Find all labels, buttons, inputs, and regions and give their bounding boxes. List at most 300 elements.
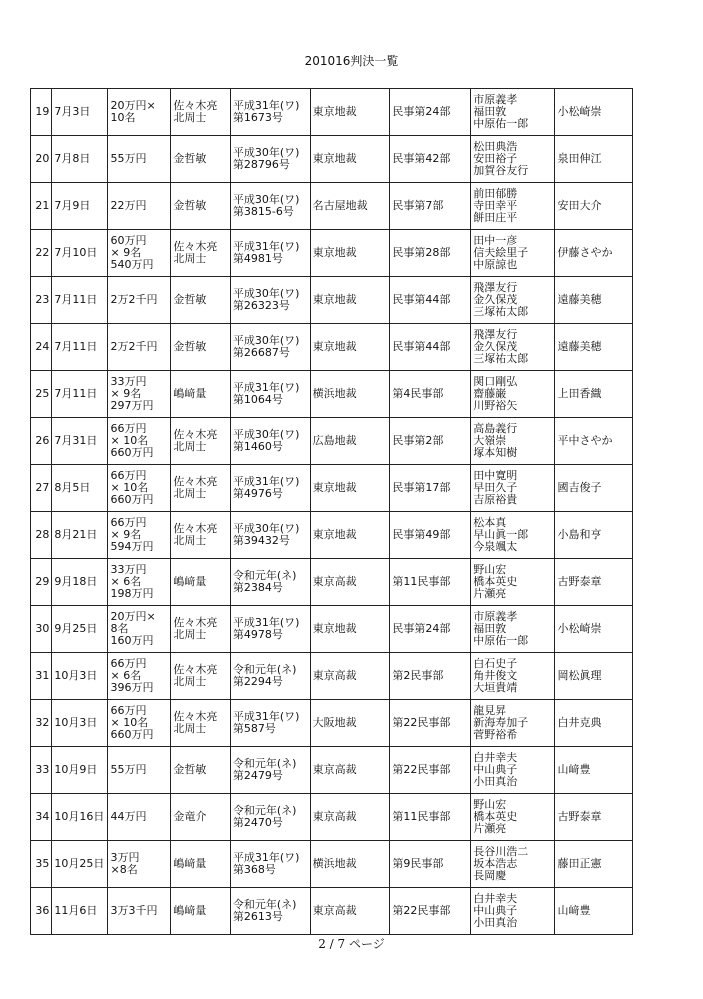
amount-line: 22万円 xyxy=(110,199,147,212)
cell-date: 7月11日 xyxy=(52,371,108,418)
cell-counsel: 遠藤美穂 xyxy=(555,324,633,371)
amount-line: × 9名 xyxy=(110,387,142,400)
cell-counsel: 小松崎崇 xyxy=(555,606,633,653)
case-line: 平成30年(ワ) xyxy=(232,428,300,441)
panel-line: 菅野裕希 xyxy=(473,728,518,741)
cell-court: 名古屋地裁 xyxy=(310,183,390,230)
cell-no: 22 xyxy=(31,230,52,277)
case-line: 平成31年(ワ) xyxy=(232,381,300,394)
case-line: 第2384号 xyxy=(232,581,283,594)
panel-line: 三塚祐太郎 xyxy=(473,352,529,365)
cell-case xyxy=(230,794,310,841)
panel-line: 小田真治 xyxy=(473,916,518,929)
cell-case xyxy=(230,418,310,465)
panel-line: 塚本知樹 xyxy=(473,446,518,459)
panel-line: 今泉颯太 xyxy=(473,540,518,553)
table-row xyxy=(31,606,633,653)
table-row xyxy=(31,183,633,230)
cell-judge xyxy=(171,700,231,747)
cell-case xyxy=(230,512,310,559)
panel-line: 龍見昇 xyxy=(473,704,507,717)
amount-line: 60万円 xyxy=(110,234,147,247)
cell-no: 34 xyxy=(31,794,52,841)
amount-line: × 10名 xyxy=(110,481,149,494)
amount-line: 44万円 xyxy=(110,810,147,823)
cell-panel xyxy=(471,230,555,277)
cell-panel xyxy=(471,559,555,606)
cell-amount xyxy=(108,747,171,794)
cell-no: 33 xyxy=(31,747,52,794)
case-line: 平成30年(ワ) xyxy=(232,287,300,300)
panel-line: 金久保茂 xyxy=(473,340,518,353)
panel-line: 小田真治 xyxy=(473,775,518,788)
cell-no: 20 xyxy=(31,136,52,183)
cell-date: 10月9日 xyxy=(52,747,108,794)
amount-line: 66万円 xyxy=(110,704,147,717)
cell-counsel: 藤田正憲 xyxy=(555,841,633,888)
panel-line: 中原諒也 xyxy=(473,258,518,271)
cell-counsel: 上田香織 xyxy=(555,371,633,418)
judgments-table xyxy=(30,88,633,935)
panel-line: 関口剛弘 xyxy=(473,375,518,388)
case-line: 第26323号 xyxy=(232,299,290,312)
panel-line: 野山宏 xyxy=(473,563,507,576)
cell-amount xyxy=(108,277,171,324)
case-line: 令和元年(ネ) xyxy=(232,663,297,676)
cell-judge xyxy=(171,512,231,559)
cell-amount xyxy=(108,559,171,606)
case-line: 平成30年(ワ) xyxy=(232,146,300,159)
judge-line: 金竜介 xyxy=(173,810,207,823)
cell-court: 東京地裁 xyxy=(310,230,390,277)
cell-dept: 第22民事部 xyxy=(390,700,471,747)
cell-counsel: 岡松眞理 xyxy=(555,653,633,700)
judge-line: 嶋﨑量 xyxy=(173,904,207,917)
case-line: 第368号 xyxy=(232,863,276,876)
cell-case xyxy=(230,465,310,512)
amount-line: 3万3千円 xyxy=(110,904,158,917)
panel-line: 長岡慶 xyxy=(473,869,507,882)
cell-date: 7月9日 xyxy=(52,183,108,230)
cell-judge xyxy=(171,841,231,888)
cell-court: 東京高裁 xyxy=(310,747,390,794)
judge-line: 金哲敏 xyxy=(173,199,207,212)
amount-line: 2万2千円 xyxy=(110,340,158,353)
judge-line: 北周士 xyxy=(173,675,207,688)
judge-line: 佐々木亮 xyxy=(173,616,218,629)
cell-no: 26 xyxy=(31,418,52,465)
cell-case xyxy=(230,371,310,418)
cell-case xyxy=(230,841,310,888)
cell-panel xyxy=(471,89,555,136)
cell-dept: 第11民事部 xyxy=(390,794,471,841)
cell-no: 24 xyxy=(31,324,52,371)
cell-counsel: 國吉俊子 xyxy=(555,465,633,512)
cell-amount xyxy=(108,418,171,465)
panel-line: 川野裕矢 xyxy=(473,399,518,412)
cell-amount xyxy=(108,794,171,841)
cell-no: 19 xyxy=(31,89,52,136)
cell-panel xyxy=(471,136,555,183)
cell-date: 10月3日 xyxy=(52,700,108,747)
table-row xyxy=(31,559,633,606)
cell-amount xyxy=(108,136,171,183)
amount-line: 660万円 xyxy=(110,493,154,506)
judge-line: 金哲敏 xyxy=(173,340,207,353)
panel-line: 前田郁勝 xyxy=(473,187,518,200)
cell-court: 東京地裁 xyxy=(310,89,390,136)
cell-date: 7月3日 xyxy=(52,89,108,136)
cell-counsel: 泉田伸江 xyxy=(555,136,633,183)
case-line: 第1673号 xyxy=(232,111,283,124)
cell-amount xyxy=(108,512,171,559)
cell-counsel: 白井克典 xyxy=(555,700,633,747)
cell-panel xyxy=(471,841,555,888)
page-footer: 2 / 7 ページ xyxy=(318,937,385,951)
amount-line: × 6名 xyxy=(110,575,142,588)
panel-line: 福田敦 xyxy=(473,622,507,635)
table-row xyxy=(31,371,633,418)
case-line: 第1460号 xyxy=(232,440,283,453)
panel-line: 高島義行 xyxy=(473,422,518,435)
case-line: 第2613号 xyxy=(232,910,283,923)
cell-amount xyxy=(108,371,171,418)
cell-no: 29 xyxy=(31,559,52,606)
cell-dept: 民事第42部 xyxy=(390,136,471,183)
judge-line: 佐々木亮 xyxy=(173,428,218,441)
case-line: 第1064号 xyxy=(232,393,283,406)
cell-no: 31 xyxy=(31,653,52,700)
cell-panel xyxy=(471,653,555,700)
cell-court: 大阪地裁 xyxy=(310,700,390,747)
judge-line: 嶋﨑量 xyxy=(173,387,207,400)
cell-judge xyxy=(171,794,231,841)
cell-dept: 民事第28部 xyxy=(390,230,471,277)
judge-line: 北周士 xyxy=(173,487,207,500)
judge-line: 佐々木亮 xyxy=(173,663,218,676)
table-row xyxy=(31,89,633,136)
case-line: 令和元年(ネ) xyxy=(232,757,297,770)
cell-court: 横浜地裁 xyxy=(310,371,390,418)
amount-line: × 6名 xyxy=(110,669,142,682)
panel-line: 白井幸夫 xyxy=(473,751,518,764)
panel-line: 飛澤友行 xyxy=(473,281,518,294)
cell-no: 27 xyxy=(31,465,52,512)
cell-judge xyxy=(171,277,231,324)
table-row xyxy=(31,277,633,324)
cell-dept: 第4民事部 xyxy=(390,371,471,418)
cell-counsel: 山﨑豊 xyxy=(555,888,633,935)
case-line: 平成31年(ワ) xyxy=(232,240,300,253)
cell-court: 東京高裁 xyxy=(310,794,390,841)
cell-judge xyxy=(171,888,231,935)
cell-case xyxy=(230,230,310,277)
case-line: 第587号 xyxy=(232,722,276,735)
cell-counsel: 安田大介 xyxy=(555,183,633,230)
panel-line: 片瀬亮 xyxy=(473,587,507,600)
cell-counsel: 平中さやか xyxy=(555,418,633,465)
cell-date: 11月6日 xyxy=(52,888,108,935)
judge-line: 金哲敏 xyxy=(173,293,207,306)
panel-line: 安田裕子 xyxy=(473,152,518,165)
panel-line: 松本真 xyxy=(473,516,507,529)
panel-line: 寺田幸平 xyxy=(473,199,518,212)
cell-court: 東京高裁 xyxy=(310,888,390,935)
cell-date: 8月5日 xyxy=(52,465,108,512)
cell-no: 21 xyxy=(31,183,52,230)
amount-line: 55万円 xyxy=(110,152,147,165)
cell-amount xyxy=(108,230,171,277)
case-line: 第26687号 xyxy=(232,346,290,359)
cell-judge xyxy=(171,183,231,230)
table-row xyxy=(31,230,633,277)
cell-dept: 第2民事部 xyxy=(390,653,471,700)
amount-line: 160万円 xyxy=(110,634,154,647)
case-line: 第28796号 xyxy=(232,158,290,171)
cell-court: 東京地裁 xyxy=(310,606,390,653)
panel-line: 中山典子 xyxy=(473,763,518,776)
cell-judge xyxy=(171,559,231,606)
cell-date: 10月3日 xyxy=(52,653,108,700)
amount-line: 10名 xyxy=(110,111,136,124)
case-line: 第4976号 xyxy=(232,487,283,500)
cell-dept: 民事第17部 xyxy=(390,465,471,512)
amount-line: 3万円 xyxy=(110,851,140,864)
judge-line: 嶋﨑量 xyxy=(173,857,207,870)
amount-line: 2万2千円 xyxy=(110,293,158,306)
cell-case xyxy=(230,89,310,136)
cell-date: 7月11日 xyxy=(52,324,108,371)
cell-panel xyxy=(471,512,555,559)
cell-dept: 第11民事部 xyxy=(390,559,471,606)
amount-line: 66万円 xyxy=(110,516,147,529)
cell-court: 東京地裁 xyxy=(310,136,390,183)
cell-judge xyxy=(171,418,231,465)
cell-no: 28 xyxy=(31,512,52,559)
table-row xyxy=(31,700,633,747)
case-line: 平成31年(ワ) xyxy=(232,851,300,864)
cell-judge xyxy=(171,89,231,136)
case-line: 第2479号 xyxy=(232,769,283,782)
cell-judge xyxy=(171,606,231,653)
cell-panel xyxy=(471,183,555,230)
case-line: 平成30年(ワ) xyxy=(232,522,300,535)
case-line: 平成30年(ワ) xyxy=(232,193,300,206)
amount-line: × 10名 xyxy=(110,434,149,447)
amount-line: 20万円× xyxy=(110,99,156,112)
case-line: 第2294号 xyxy=(232,675,283,688)
cell-judge xyxy=(171,653,231,700)
table-row xyxy=(31,465,633,512)
cell-panel xyxy=(471,747,555,794)
judge-line: 佐々木亮 xyxy=(173,99,218,112)
page-header: 201016判決一覧 xyxy=(304,54,399,68)
panel-line: 餅田庄平 xyxy=(473,211,518,224)
judge-line: 金哲敏 xyxy=(173,763,207,776)
case-line: 第3815-6号 xyxy=(232,205,294,218)
cell-date: 8月21日 xyxy=(52,512,108,559)
case-line: 平成31年(ワ) xyxy=(232,710,300,723)
cell-amount xyxy=(108,89,171,136)
panel-line: 早田久子 xyxy=(473,481,518,494)
cell-court: 東京地裁 xyxy=(310,277,390,324)
amount-line: 55万円 xyxy=(110,763,147,776)
cell-no: 36 xyxy=(31,888,52,935)
cell-no: 32 xyxy=(31,700,52,747)
cell-counsel: 伊藤さやか xyxy=(555,230,633,277)
cell-date: 7月10日 xyxy=(52,230,108,277)
cell-amount xyxy=(108,183,171,230)
cell-panel xyxy=(471,606,555,653)
panel-line: 角井俊文 xyxy=(473,669,518,682)
panel-line: 田中一彦 xyxy=(473,234,518,247)
panel-line: 三塚祐太郎 xyxy=(473,305,529,318)
cell-panel xyxy=(471,888,555,935)
table-row xyxy=(31,653,633,700)
cell-court: 広島地裁 xyxy=(310,418,390,465)
cell-case xyxy=(230,136,310,183)
amount-line: 540万円 xyxy=(110,258,154,271)
cell-panel xyxy=(471,465,555,512)
panel-line: 金久保茂 xyxy=(473,293,518,306)
amount-line: 198万円 xyxy=(110,587,154,600)
judge-line: 佐々木亮 xyxy=(173,710,218,723)
panel-line: 福田敦 xyxy=(473,105,507,118)
cell-dept: 第22民事部 xyxy=(390,888,471,935)
cell-date: 10月25日 xyxy=(52,841,108,888)
cell-amount xyxy=(108,465,171,512)
cell-dept: 民事第44部 xyxy=(390,324,471,371)
cell-counsel: 古野泰章 xyxy=(555,559,633,606)
cell-date: 9月25日 xyxy=(52,606,108,653)
amount-line: 297万円 xyxy=(110,399,154,412)
cell-amount xyxy=(108,653,171,700)
panel-line: 大垣貴靖 xyxy=(473,681,518,694)
amount-line: 660万円 xyxy=(110,728,154,741)
case-line: 第4978号 xyxy=(232,628,283,641)
cell-amount xyxy=(108,888,171,935)
cell-case xyxy=(230,653,310,700)
cell-no: 30 xyxy=(31,606,52,653)
panel-line: 大嶺崇 xyxy=(473,434,507,447)
panel-line: 橋本英史 xyxy=(473,810,518,823)
panel-line: 長谷川浩二 xyxy=(473,845,529,858)
cell-panel xyxy=(471,794,555,841)
table-row xyxy=(31,747,633,794)
cell-judge xyxy=(171,136,231,183)
judge-line: 北周士 xyxy=(173,534,207,547)
cell-dept: 第22民事部 xyxy=(390,747,471,794)
judge-line: 北周士 xyxy=(173,722,207,735)
cell-date: 9月18日 xyxy=(52,559,108,606)
case-line: 第2470号 xyxy=(232,816,283,829)
panel-line: 市原義孝 xyxy=(473,93,518,106)
cell-dept: 民事第49部 xyxy=(390,512,471,559)
judge-line: 佐々木亮 xyxy=(173,475,218,488)
panel-line: 飛澤友行 xyxy=(473,328,518,341)
amount-line: 66万円 xyxy=(110,422,147,435)
judge-line: 佐々木亮 xyxy=(173,522,218,535)
cell-judge xyxy=(171,230,231,277)
cell-date: 7月31日 xyxy=(52,418,108,465)
cell-amount xyxy=(108,324,171,371)
judge-line: 佐々木亮 xyxy=(173,240,218,253)
cell-dept: 民事第24部 xyxy=(390,606,471,653)
panel-line: 早山眞一郎 xyxy=(473,528,529,541)
cell-date: 10月16日 xyxy=(52,794,108,841)
table-row xyxy=(31,512,633,559)
table-row xyxy=(31,324,633,371)
cell-amount xyxy=(108,606,171,653)
amount-line: × 9名 xyxy=(110,246,142,259)
cell-panel xyxy=(471,277,555,324)
cell-counsel: 小松崎崇 xyxy=(555,89,633,136)
panel-line: 白井幸夫 xyxy=(473,892,518,905)
judge-line: 金哲敏 xyxy=(173,152,207,165)
cell-date: 7月11日 xyxy=(52,277,108,324)
case-line: 平成31年(ワ) xyxy=(232,99,300,112)
panel-line: 片瀬亮 xyxy=(473,822,507,835)
panel-line: 橋本英史 xyxy=(473,575,518,588)
cell-dept: 民事第2部 xyxy=(390,418,471,465)
cell-panel xyxy=(471,371,555,418)
cell-court: 東京地裁 xyxy=(310,512,390,559)
cell-court: 東京高裁 xyxy=(310,559,390,606)
panel-line: 田中寛明 xyxy=(473,469,518,482)
panel-line: 白石史子 xyxy=(473,657,518,670)
panel-line: 加賀谷友行 xyxy=(473,164,529,177)
panel-line: 吉原裕貴 xyxy=(473,493,518,506)
judge-line: 北周士 xyxy=(173,440,207,453)
cell-court: 東京地裁 xyxy=(310,465,390,512)
panel-line: 野山宏 xyxy=(473,798,507,811)
judge-line: 北周士 xyxy=(173,111,207,124)
panel-line: 松田典浩 xyxy=(473,140,518,153)
cell-no: 23 xyxy=(31,277,52,324)
panel-line: 信夫絵里子 xyxy=(473,246,529,259)
cell-dept: 第9民事部 xyxy=(390,841,471,888)
cell-case xyxy=(230,183,310,230)
panel-line: 齋藤巌 xyxy=(473,387,507,400)
case-line: 平成30年(ワ) xyxy=(232,334,300,347)
cell-counsel: 山﨑豊 xyxy=(555,747,633,794)
amount-line: 396万円 xyxy=(110,681,154,694)
cell-dept: 民事第7部 xyxy=(390,183,471,230)
cell-counsel: 古野泰章 xyxy=(555,794,633,841)
table-row xyxy=(31,136,633,183)
amount-line: ×8名 xyxy=(110,863,138,876)
amount-line: 20万円× xyxy=(110,610,156,623)
cell-no: 25 xyxy=(31,371,52,418)
table-row xyxy=(31,841,633,888)
cell-panel xyxy=(471,418,555,465)
cell-case xyxy=(230,324,310,371)
case-line: 令和元年(ネ) xyxy=(232,804,297,817)
panel-line: 中原佑一郎 xyxy=(473,634,529,647)
amount-line: × 9名 xyxy=(110,528,142,541)
amount-line: 660万円 xyxy=(110,446,154,459)
cell-panel xyxy=(471,324,555,371)
amount-line: 594万円 xyxy=(110,540,154,553)
case-line: 令和元年(ネ) xyxy=(232,569,297,582)
amount-line: 33万円 xyxy=(110,375,147,388)
case-line: 第4981号 xyxy=(232,252,283,265)
judge-line: 北周士 xyxy=(173,628,207,641)
case-line: 平成31年(ワ) xyxy=(232,616,300,629)
cell-amount xyxy=(108,841,171,888)
panel-line: 坂本浩志 xyxy=(473,857,518,870)
cell-court: 横浜地裁 xyxy=(310,841,390,888)
